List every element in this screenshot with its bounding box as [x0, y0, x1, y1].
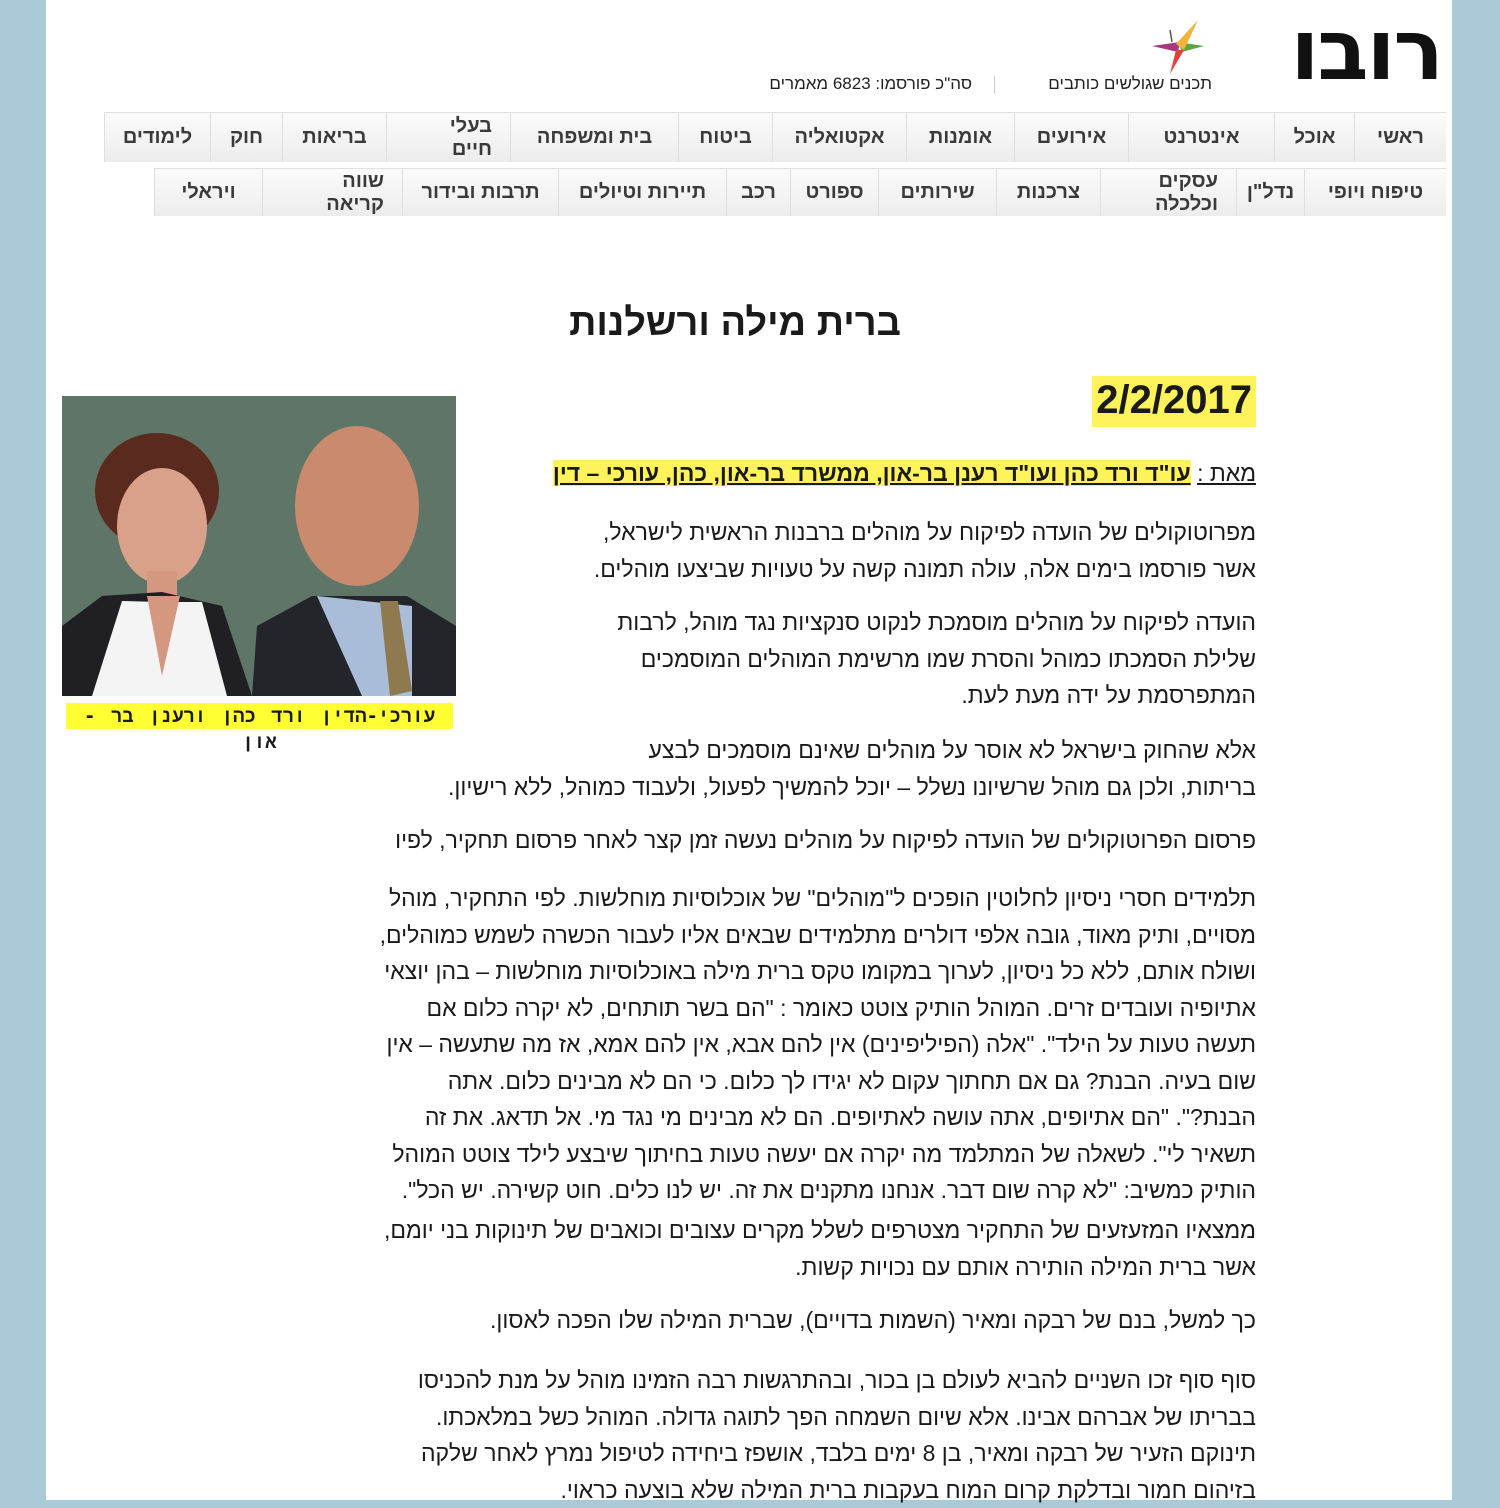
article-title — [46, 302, 1432, 345]
paragraph-line: הותיק כמשיב: "לא קרה שום דבר. אנחנו מתקנים את זה. יש לנו כלים. חוט קשירה. יש הכל". — [402, 1172, 1256, 1209]
article-count: סה"כ פורסמו: 6823 מאמרים — [769, 74, 972, 94]
paragraph-line: הבנת?". "הם אתיופים, אתה עושה לאתיופים. הם לא מבינים מי נגד מי. אל תדאג. את זה — [425, 1099, 1256, 1136]
paragraph-line: תשאיר לי". לשאלה של המתלמד מה יקרה אם יעשה טעות בחיתוך שיבצע לילד צוטט המוהל — [392, 1136, 1256, 1173]
paragraph-line: בבריתו של אברהם אבינו. אלא שיום השמחה הפך לתוגה גדולה. המוהל כשל במלאכתו. — [436, 1399, 1256, 1436]
authors-photo — [62, 396, 456, 696]
paragraph-line: מסויים, ותיק מאוד, גובה אלפי דולרים מתלמידים שבאים אליו לעבור הכשרה לשמש כמוהלים, — [380, 917, 1256, 954]
nav-item[interactable]: אומנות — [906, 112, 1014, 162]
nav-item[interactable]: טיפוח ויופי — [1304, 168, 1446, 216]
paragraph-line: תלמידים חסרי ניסיון לחלוטין הופכים ל"מוהלים" של אוכלוסיות מוחלשות. לפי התחקיר, מוהל — [389, 880, 1256, 917]
byline — [553, 460, 1256, 487]
paragraph-line: כך למשל, בנם של רבקה ומאיר (השמות בדויים), שברית המילה שלו הפכה לאסון. — [490, 1302, 1256, 1339]
nav-item[interactable]: שירותים — [878, 168, 996, 216]
site-tagline: תכנים שגולשים כותבים — [1048, 74, 1212, 94]
nav-row-2 — [46, 168, 1446, 216]
nav-item[interactable]: ויראלי — [154, 168, 262, 216]
paragraph-line: מפרוטוקולים של הועדה לפיקוח על מוהלים ברבנות הראשית לישראל, — [603, 514, 1256, 551]
nav-item[interactable]: תרבות ובידור — [402, 168, 558, 216]
nav-item[interactable]: אוכל — [1274, 112, 1354, 162]
byline-label: מאת : — [1197, 460, 1256, 486]
paragraph-line: סוף סוף זכו השניים להביא לעולם בן בכור, ובהתרגשות רבה הזמינו מוהל על מנת להכניסו — [418, 1362, 1256, 1399]
page — [46, 0, 1452, 1500]
nav-item[interactable]: בריאות — [282, 112, 386, 162]
paragraph-line: תעשה טעות על הילד". "אלה (הפיליפינים) אין להם אבא, אין להם אמא, אז מה שתעשה – אין — [386, 1026, 1256, 1063]
article-date: 2/2/2017 — [1092, 376, 1256, 427]
nav-item[interactable]: צרכנות — [996, 168, 1100, 216]
header-divider — [994, 76, 995, 94]
article-title-text: ברית מילה ורשלנות — [569, 302, 901, 344]
nav-item[interactable]: שווה קריאה — [262, 168, 402, 216]
site-logo[interactable]: רובו — [1291, 8, 1442, 92]
paragraph-line: ושולח אותם, ללא כל ניסיון, לערוך במקומו טקס ברית מילה באוכלוסיות מוחלשות – בהן יוצאי — [384, 953, 1256, 990]
paragraph-line: אתיופיה ועובדים זרים. המוהל הותיק צוטט כאומר : "הם בשר תותחים, לא יקרה כלום אם — [426, 990, 1256, 1027]
paragraph-line: שלילת הסמכתו כמוהל והסרת שמו מרשימת המוהלים המוסמכים — [641, 641, 1256, 678]
paragraph-line: תינוקם הזעיר של רבקה ומאיר, בן 8 ימים בלבד, אושפז ביחידה לטיפול נמרץ לאחר שלקה — [421, 1435, 1256, 1472]
nav-item[interactable]: אינטרנט — [1128, 112, 1274, 162]
nav-item[interactable]: עסקים וכלכלה — [1100, 168, 1236, 216]
paragraph-line: הועדה לפיקוח על מוהלים מוסמכת לנקוט סנקציות נגד מוהל, לרבות — [617, 604, 1256, 641]
paragraph-line: בריתות, ולכן גם מוהל שרשיונו נשלל – יוכל להמשיך לפעול, ולעבוד כמוהל, ללא רישיון. — [448, 769, 1256, 806]
nav-row-1 — [46, 112, 1446, 162]
nav-item[interactable]: בעלי חיים — [386, 112, 510, 162]
paragraph-line: אלא שהחוק בישראל לא אוסר על מוהלים שאינם מוסמכים לבצע — [648, 732, 1256, 769]
nav-item[interactable]: נדל"ן — [1236, 168, 1304, 216]
paragraph-line: שום בעיה. הבנת? גם אם תחתוך עקום לא יגידו לך כלום. כי הם לא מבינים כלום. אתה — [448, 1063, 1256, 1100]
nav-item[interactable]: אקטואליה — [772, 112, 906, 162]
nav-item[interactable]: לימודים — [104, 112, 210, 162]
nav-item[interactable]: רכב — [726, 168, 790, 216]
paragraph-line: המתפרסמת על ידה מעת לעת. — [961, 677, 1256, 714]
paragraph-line: אשר ברית המילה הותירה אותם עם נכויות קשות. — [795, 1249, 1256, 1286]
paragraph-line: אשר פורסמו בימים אלה, עולה תמונה קשה על טעויות שביצעו מוהלים. — [594, 551, 1256, 588]
paragraph-line: ממצאיו המזעזעים של התחקיר מצטרפים לשלל מקרים עצובים וכואבים של תינוקות בני יומם, — [384, 1212, 1256, 1249]
byline-authors[interactable]: עו"ד ורד כהן ועו"ד רענן בר-און, ממשרד בר-און, כהן, עורכי – דין — [553, 460, 1191, 486]
nav-item[interactable]: ביטוח — [678, 112, 772, 162]
nav-item[interactable]: אירועים — [1014, 112, 1128, 162]
nav-item[interactable]: ספורט — [790, 168, 878, 216]
nav-item[interactable]: בית ומשפחה — [510, 112, 678, 162]
nav-item[interactable]: חוק — [210, 112, 282, 162]
paragraph-line: פרסום הפרוטוקולים של הועדה לפיקוח על מוהלים נעשה זמן קצר לאחר פרסום תחקיר, לפיו — [395, 822, 1256, 859]
logo-star-icon — [1142, 16, 1212, 76]
paragraph-line: בזיהום חמור ובדלקת קרום המוח בעקבות ברית המילה שלא בוצעה כראוי. — [560, 1472, 1256, 1508]
photo-caption: עורכי-הדין ורד כהן ורענן בר - און — [66, 703, 453, 729]
nav-item[interactable]: ראשי — [1354, 112, 1446, 162]
nav-item[interactable]: תיירות וטיולים — [558, 168, 726, 216]
